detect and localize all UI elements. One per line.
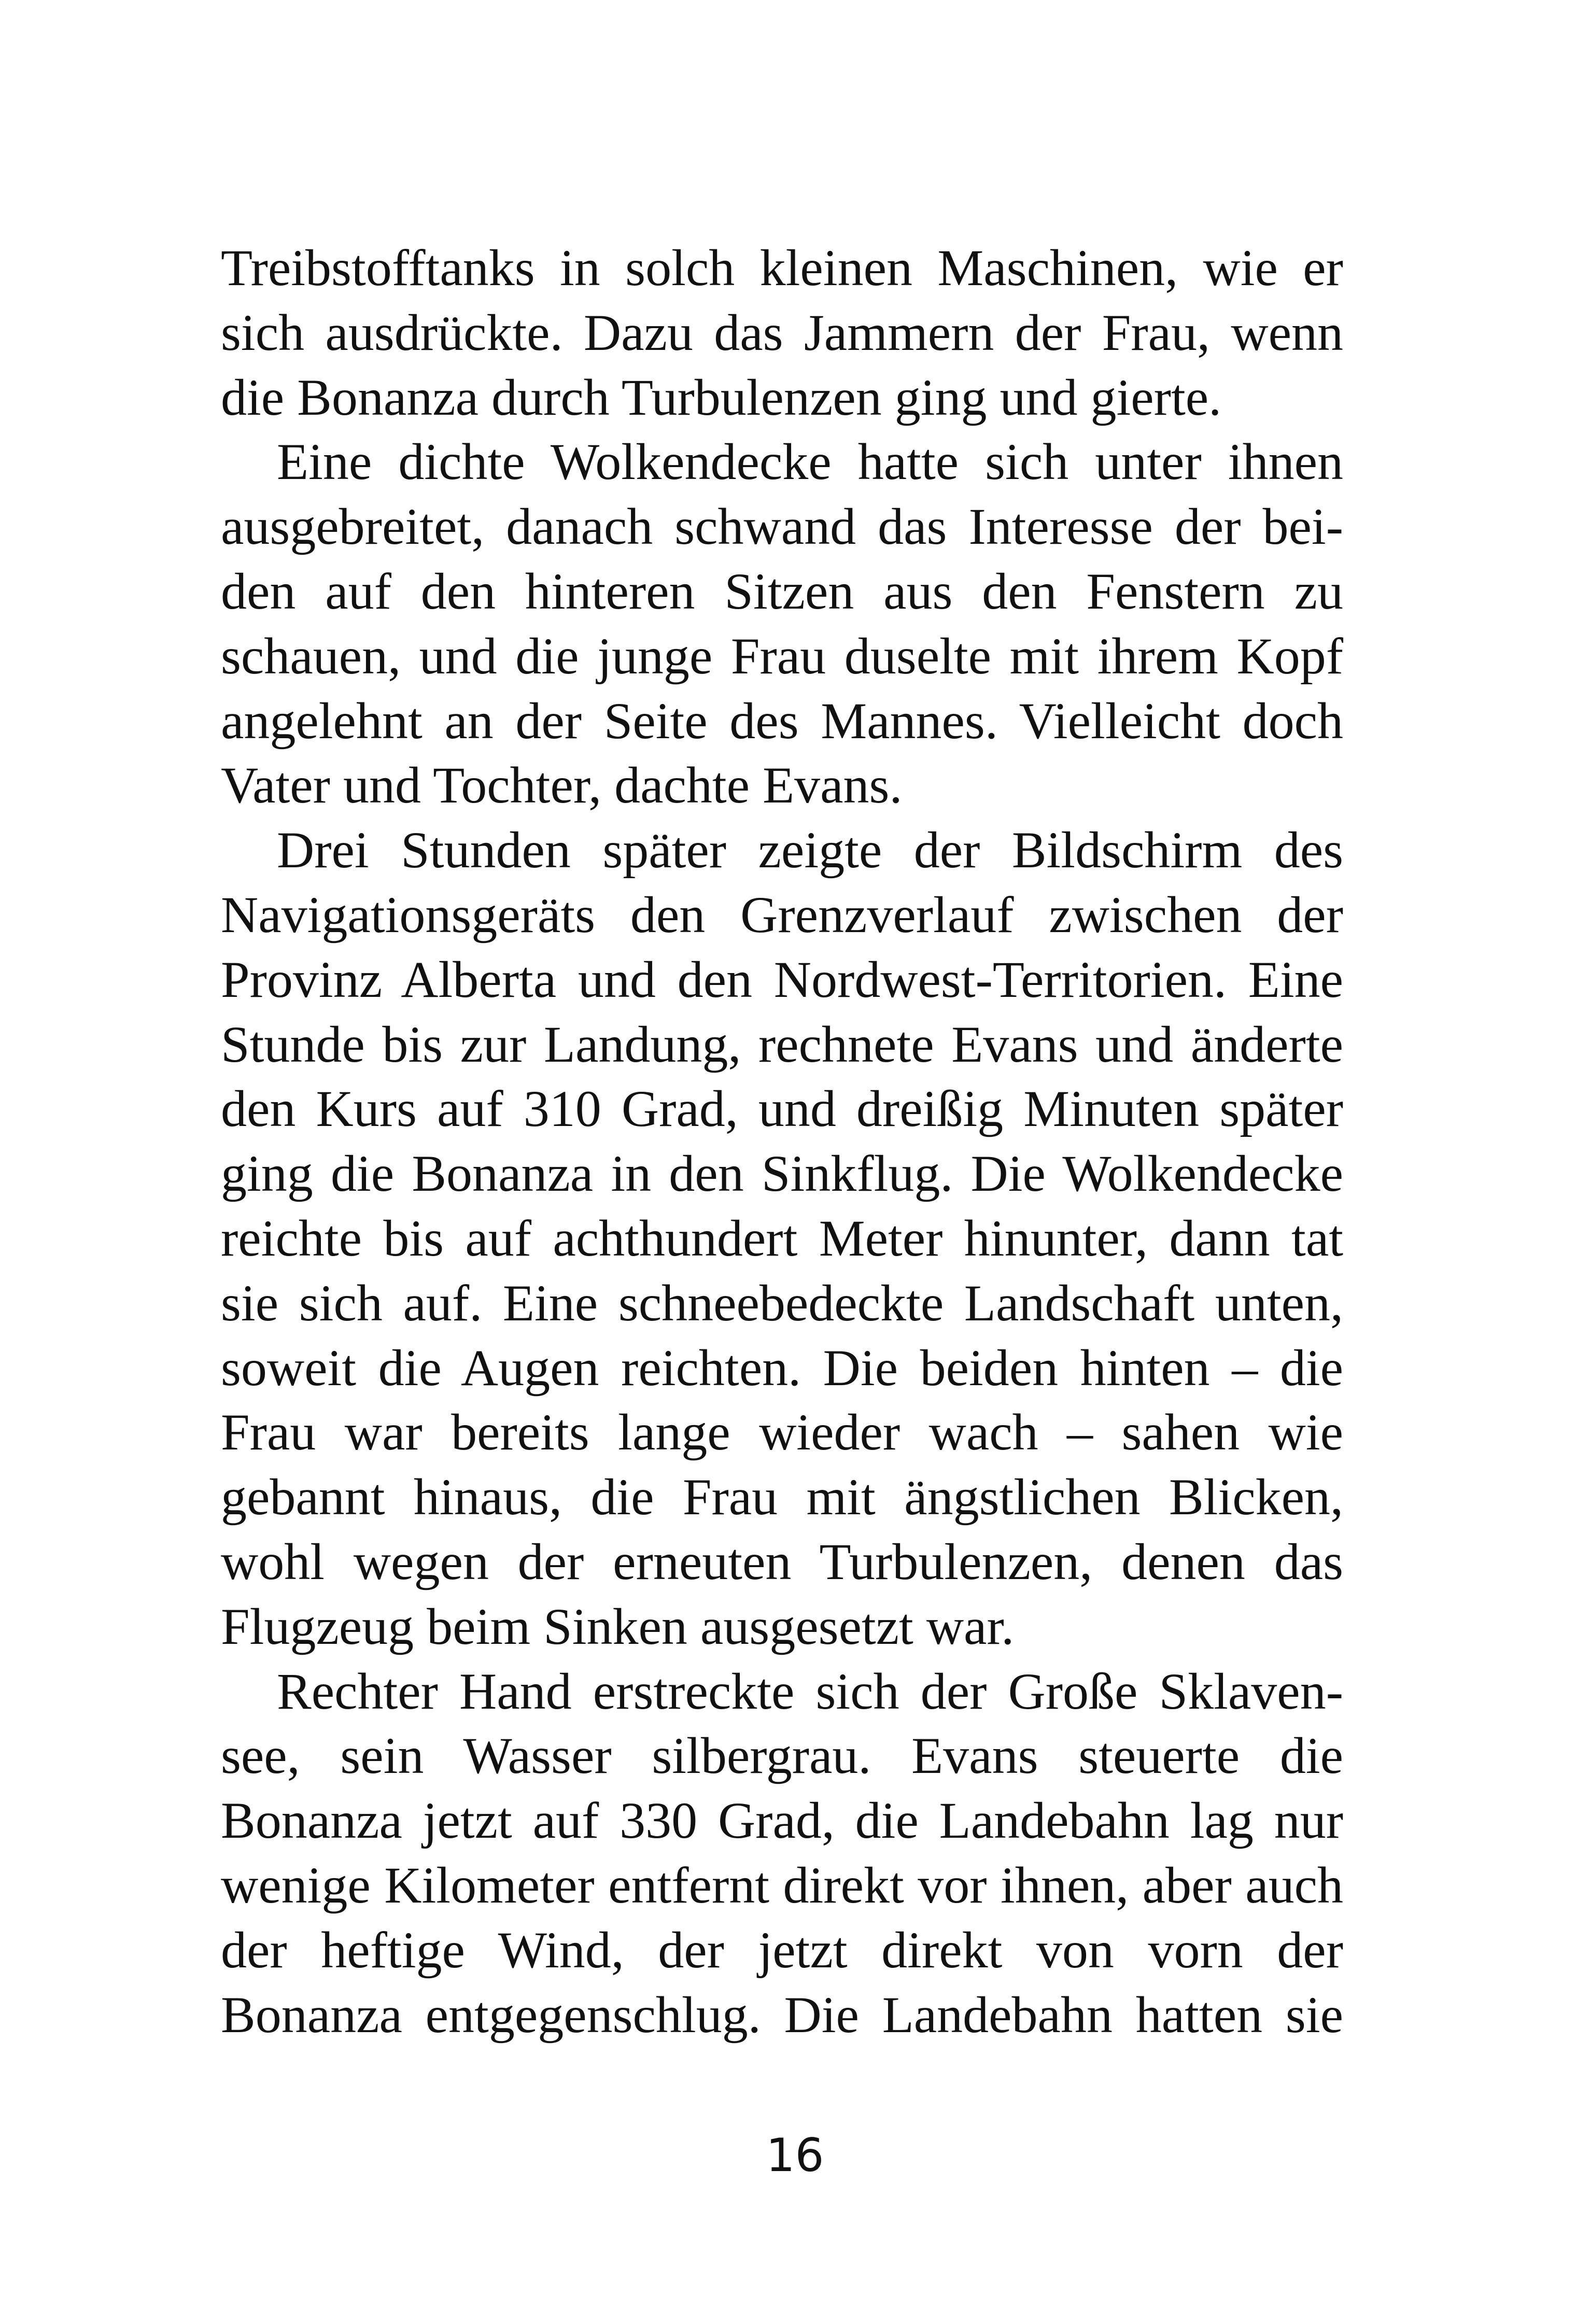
text-line: die Bonanza durch Turbulenzen ging und gierte. xyxy=(221,368,1222,426)
text-line: angelehnt an der Seite des Mannes. Vielleicht doch xyxy=(221,692,1343,750)
text-line: Bonanza jetzt auf 330 Grad, die Landebahn lag nur xyxy=(221,1792,1343,1850)
text-line: Frau war bereits lange wieder wach – sahen wie xyxy=(221,1403,1343,1461)
body-text xyxy=(221,236,1343,2047)
text-line: sie sich auf. Eine schneebedeckte Landschaft unten, xyxy=(221,1274,1343,1332)
text-line: der heftige Wind, der jetzt direkt von vorn der xyxy=(221,1921,1343,1979)
text-line: Vater und Tochter, dachte Evans. xyxy=(221,756,903,814)
text-line: Drei Stunden später zeigte der Bildschirm des xyxy=(277,821,1343,879)
text-line: gebannt hinaus, die Frau mit ängstlichen Blicken, xyxy=(221,1468,1343,1526)
text-line: Eine dichte Wolkendecke hatte sich unter ihnen xyxy=(277,433,1343,491)
text-line: ging die Bonanza in den Sinkflug. Die Wolkendecke xyxy=(221,1145,1343,1203)
text-line: Bonanza entgegenschlug. Die Landebahn hatten sie xyxy=(221,1985,1343,2044)
text-line: Provinz Alberta und den Nordwest-Territorien. Eine xyxy=(221,950,1343,1008)
text-line: Navigationsgeräts den Grenzverlauf zwischen der xyxy=(221,885,1343,943)
text-line: Rechter Hand erstreckte sich der Große Sklaven- xyxy=(277,1662,1343,1720)
text-line: soweit die Augen reichten. Die beiden hinten – die xyxy=(221,1339,1343,1397)
text-line: den auf den hinteren Sitzen aus den Fenstern zu xyxy=(221,562,1343,620)
text-line: reichte bis auf achthundert Meter hinunter, dann tat xyxy=(221,1209,1343,1267)
text-line: wenige Kilometer entfernt direkt vor ihnen, aber auch xyxy=(221,1856,1343,1914)
text-line: ausgebreitet, danach schwand das Interesse der bei- xyxy=(221,498,1343,556)
text-line: Flugzeug beim Sinken ausgesetzt war. xyxy=(221,1597,1015,1655)
text-line: Treibstofftanks in solch kleinen Maschinen, wie er xyxy=(221,239,1343,297)
text-line: see, sein Wasser silbergrau. Evans steuerte die xyxy=(221,1727,1343,1785)
text-line: wohl wegen der erneuten Turbulenzen, denen das xyxy=(221,1532,1343,1590)
text-line: Stunde bis zur Landung, rechnete Evans und änderte xyxy=(221,1015,1343,1073)
text-line: schauen, und die junge Frau duselte mit ihrem Kopf xyxy=(221,627,1343,685)
text-line: sich ausdrückte. Dazu das Jammern der Frau, wenn xyxy=(221,303,1343,361)
text-line: den Kurs auf 310 Grad, und dreißig Minuten später xyxy=(221,1080,1343,1138)
page-number: 16 xyxy=(766,2129,824,2182)
